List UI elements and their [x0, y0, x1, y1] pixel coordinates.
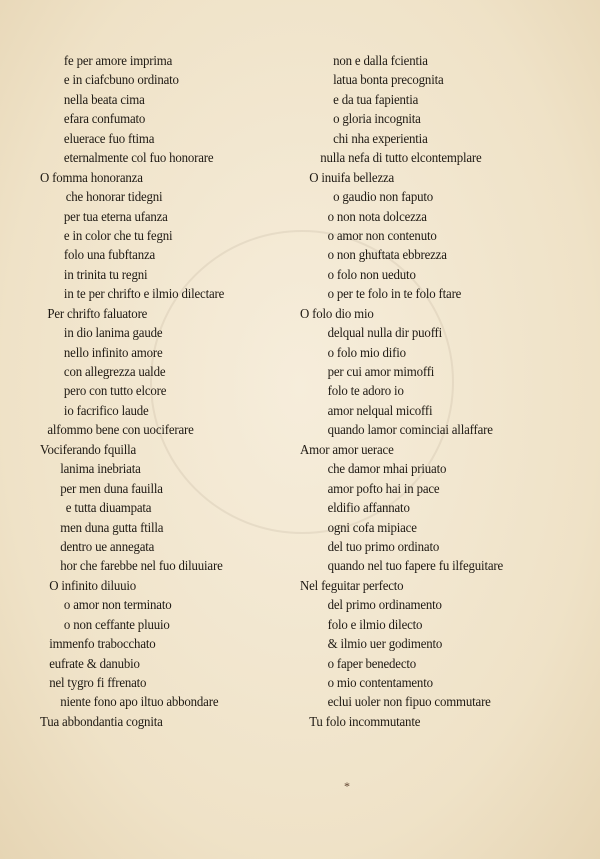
right-column-line: o mio contentamento — [327, 676, 433, 691]
right-column-line: che damor mhai priuato — [327, 462, 447, 478]
left-column-line: eufrate & danubio — [49, 656, 140, 672]
left-column-line: efara confumato — [63, 112, 146, 128]
left-column-line: alfommo bene con uociferare — [47, 423, 194, 439]
right-column-line: amor nelqual micoffi — [327, 403, 433, 419]
right-column — [300, 52, 580, 732]
left-column-line: e in color che tu fegni — [63, 228, 173, 244]
right-column-line: latua bonta precognita — [333, 73, 444, 89]
right-column-line: folo e ilmio dilecto — [327, 617, 423, 633]
right-column-line: nulla nefa di tutto elcontemplare — [320, 151, 482, 167]
left-column-line: e tutta diuampata — [65, 501, 152, 517]
right-column-line: o non nota dolcezza — [327, 209, 427, 225]
right-column-line: o faper benedecto — [327, 656, 417, 672]
right-column-line: Amor amor uerace — [300, 442, 394, 458]
left-column-line: men duna gutta ftilla — [60, 520, 164, 536]
left-column-line: che honorar tidegni — [65, 190, 163, 206]
left-column-line: in te per chrifto e ilmio dilectare — [63, 287, 225, 303]
right-column-line: o folo non ueduto — [327, 267, 416, 283]
right-column-line: per cui amor mimoffi — [327, 365, 435, 380]
left-column — [40, 52, 305, 732]
left-column-line: e in ciafcbuno ordinato — [63, 73, 179, 89]
right-column-line: Tu folo incommutante — [309, 714, 421, 730]
right-column-line: folo te adoro io — [327, 384, 404, 400]
right-column-line: o per te folo in te folo ftare — [327, 287, 462, 303]
left-column-line: O fomma honoranza — [40, 170, 143, 186]
right-column-line: ogni cofa mipiace — [327, 520, 417, 536]
left-column-line: per men duna fauilla — [60, 481, 163, 497]
left-column-line: o amor non terminato — [63, 598, 172, 614]
left-column-line: Tua abbondantia cognita — [40, 714, 163, 730]
right-column-line: delqual nulla dir puoffi — [327, 326, 443, 342]
left-column-line: o non ceffante pluuio — [63, 617, 170, 633]
right-column-line: non e dalla fcientia — [333, 54, 428, 69]
left-column-line: eternalmente col fuo honorare — [63, 151, 214, 167]
footer-mark: * — [344, 779, 350, 793]
right-column-line: quando lamor cominciai allaffare — [327, 423, 493, 439]
left-column-line: nella beata cima — [63, 92, 145, 108]
left-column-line: nello infinito amore — [63, 345, 163, 361]
right-column-line: o amor non contenuto — [327, 228, 437, 244]
left-column-line: niente fono apo iltuo abbondare — [60, 695, 219, 711]
left-column-line: Per chrifto faluatore — [47, 306, 148, 322]
right-column-line: o gloria incognita — [333, 112, 421, 128]
right-column-line: amor pofto hai in pace — [327, 481, 440, 497]
right-column-line: e da tua fapientia — [333, 92, 419, 108]
right-column-line: del tuo primo ordinato — [327, 539, 440, 555]
left-column-line: lanima inebriata — [60, 462, 141, 478]
right-column-line: O inuifa bellezza — [309, 170, 395, 186]
left-column-line: in dio lanima gaude — [63, 326, 163, 342]
right-column-line: quando nel tuo fapere fu ilfeguitare — [327, 559, 504, 575]
left-column-line: Vociferando fquilla — [40, 442, 137, 458]
left-column-line: nel tygro fi ffrenato — [49, 676, 147, 691]
right-column-line: eclui uoler non fipuo commutare — [327, 695, 491, 711]
left-column-line: in trinita tu regni — [63, 267, 148, 283]
right-column-line: del primo ordinamento — [327, 598, 442, 614]
right-column-line: eldifio affannato — [327, 501, 410, 517]
left-column-line: io facrifico laude — [63, 403, 149, 419]
left-column-line: folo una fubftanza — [63, 248, 156, 264]
right-column-line: O folo dio mio — [300, 306, 374, 322]
right-column-line: o non ghuftata ebbrezza — [327, 248, 447, 264]
left-column-line: hor che farebbe nel fuo diluuiare — [60, 559, 223, 575]
left-column-line: immenfo trabocchato — [49, 637, 156, 653]
right-column-line: o gaudio non faputo — [333, 190, 434, 206]
right-column-line: o folo mio difio — [327, 345, 406, 361]
left-column-line: O infinito diluuio — [49, 578, 137, 594]
right-column-line: Nel feguitar perfecto — [300, 578, 404, 594]
left-column-line: fe per amore imprima — [63, 54, 173, 69]
right-column-line: & ilmio uer godimento — [327, 637, 443, 653]
left-column-line: pero con tutto elcore — [63, 384, 167, 400]
left-column-line: con allegrezza ualde — [63, 365, 166, 380]
right-column-line: chi nha experientia — [333, 131, 428, 147]
left-column-line: dentro ue annegata — [60, 539, 155, 555]
left-column-line: eluerace fuo ftima — [63, 131, 155, 147]
left-column-line: per tua eterna ufanza — [63, 209, 168, 225]
